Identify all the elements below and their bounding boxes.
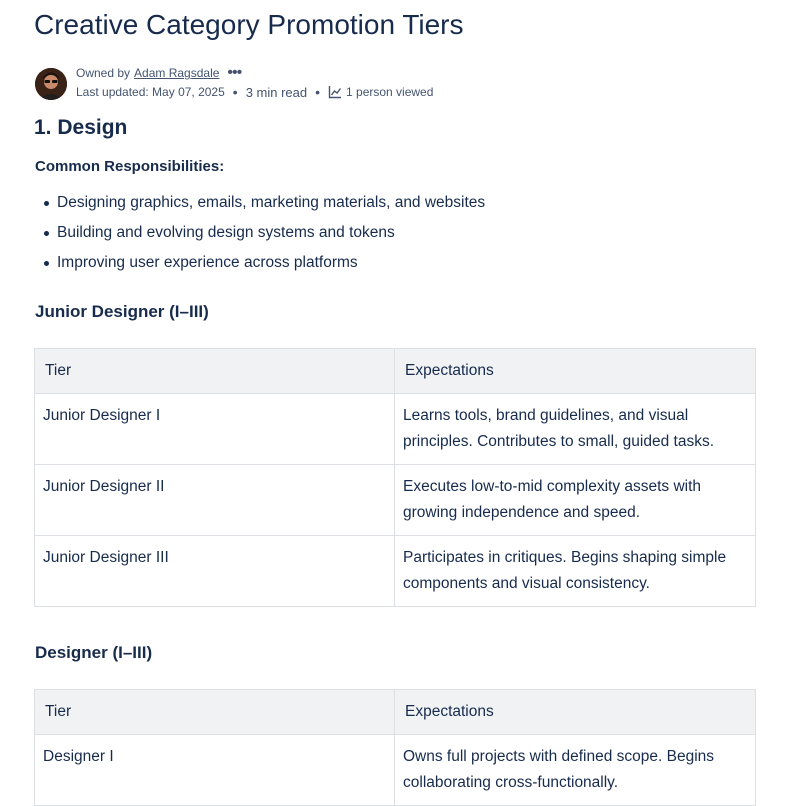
column-header-tier: Tier bbox=[35, 349, 395, 394]
column-header-expectations: Expectations bbox=[395, 349, 756, 394]
table-row bbox=[35, 465, 756, 536]
page-views[interactable] bbox=[328, 85, 433, 99]
page-title: Creative Category Promotion Tiers bbox=[34, 9, 464, 40]
tier-cell: Junior Designer II bbox=[35, 465, 395, 536]
analytics-trend-icon bbox=[328, 85, 342, 99]
owned-by-label: Owned by bbox=[76, 66, 131, 80]
designer-heading: Designer (I–III) bbox=[35, 643, 153, 662]
avatar[interactable] bbox=[35, 68, 67, 100]
read-time: 3 min read bbox=[245, 84, 308, 100]
separator-dot: • bbox=[315, 84, 321, 100]
table-header-row bbox=[35, 690, 756, 735]
page-meta bbox=[76, 84, 433, 100]
expectations-cell: Learns tools, brand guidelines, and visual principles. Contributes to small, guided tasks. bbox=[395, 394, 756, 465]
avatar-image bbox=[35, 68, 67, 100]
tier-cell: Designer I bbox=[35, 735, 395, 806]
responsibilities-label: Common Responsibilities: bbox=[35, 158, 225, 175]
column-header-expectations: Expectations bbox=[395, 690, 756, 735]
junior-designer-heading: Junior Designer (I–III) bbox=[35, 302, 209, 321]
byline bbox=[76, 66, 241, 80]
table-row bbox=[35, 735, 756, 806]
column-header-tier: Tier bbox=[35, 690, 395, 735]
more-horizontal-icon[interactable]: ••• bbox=[227, 64, 242, 81]
responsibilities-list bbox=[35, 192, 485, 282]
expectations-cell: Participates in critiques. Begins shaping simple components and visual consistency. bbox=[395, 536, 756, 607]
views-text: 1 person viewed bbox=[346, 85, 434, 99]
list-item: Building and evolving design systems and tokens bbox=[35, 222, 485, 252]
tier-cell: Junior Designer I bbox=[35, 394, 395, 465]
expectations-cell: Owns full projects with defined scope. Begins collaborating cross-functionally. bbox=[395, 735, 756, 806]
separator-dot: • bbox=[232, 84, 238, 100]
table-row bbox=[35, 394, 756, 465]
owner-link[interactable]: Adam Ragsdale bbox=[134, 66, 220, 80]
section-heading: 1. Design bbox=[34, 116, 128, 139]
list-item: Improving user experience across platforms bbox=[35, 252, 485, 282]
tier-cell: Junior Designer III bbox=[35, 536, 395, 607]
junior-designer-table bbox=[34, 348, 756, 607]
table-header-row bbox=[35, 349, 756, 394]
table-row bbox=[35, 536, 756, 607]
list-item: Designing graphics, emails, marketing materials, and websites bbox=[35, 192, 485, 222]
last-updated: Last updated: May 07, 2025 bbox=[76, 85, 225, 99]
expectations-cell: Executes low-to-mid complexity assets with growing independence and speed. bbox=[395, 465, 756, 536]
designer-table bbox=[34, 689, 756, 806]
